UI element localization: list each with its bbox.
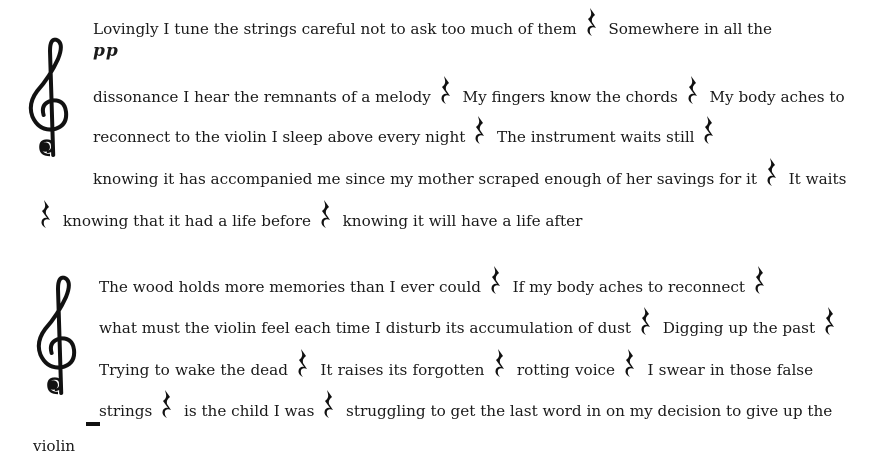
stanza2-line3: [99, 360, 813, 380]
text-segment: reconnect to the violin I sleep above every night: [93, 128, 466, 146]
text-segment: knowing it has accompanied me since my mother scraped enough of her savings for it: [93, 170, 757, 188]
text-segment: My body aches to: [709, 88, 845, 106]
stanza1-line5: [36, 211, 582, 231]
text-segment: The instrument waits still: [497, 128, 695, 146]
quarter-rest-icon: [157, 401, 179, 421]
stanza1-line1: [93, 19, 772, 39]
text-segment: knowing it will have a life after: [342, 212, 583, 230]
quarter-rest-icon: [620, 360, 642, 380]
text-segment: My fingers know the chords: [462, 88, 678, 106]
text-segment: Lovingly I tune the strings careful not to ask too much of them: [93, 20, 577, 38]
stanza2-line2: [99, 318, 842, 338]
whole-rest-icon: [86, 422, 100, 426]
quarter-rest-icon: [750, 277, 772, 297]
text-segment: Somewhere in all the: [608, 20, 773, 38]
stanza1-line3: [93, 127, 721, 147]
stanza2-line4: [99, 401, 833, 421]
stanza2-line5: [33, 436, 100, 456]
text-segment: It waits: [788, 170, 847, 188]
text-segment: Digging up the past: [662, 319, 816, 337]
text-segment: The wood holds more memories than I ever could: [99, 278, 482, 296]
quarter-rest-icon: [436, 87, 458, 107]
quarter-rest-icon: [470, 127, 492, 147]
text-segment: is the child I was: [183, 402, 315, 420]
text-segment: dissonance I hear the remnants of a melody: [93, 88, 431, 106]
text-segment: Trying to wake the dead: [99, 361, 288, 379]
text-segment: violin: [33, 437, 76, 455]
stanza2-line1: [99, 277, 772, 297]
text-segment: It raises its forgotten: [320, 361, 485, 379]
stanza1-line4: [93, 169, 847, 189]
text-segment: If my body aches to reconnect: [512, 278, 746, 296]
quarter-rest-icon: [636, 318, 658, 338]
treble-clef-icon: [26, 20, 74, 178]
text-segment: strings: [99, 402, 153, 420]
text-segment: rotting voice: [516, 361, 616, 379]
quarter-rest-icon: [762, 169, 784, 189]
quarter-rest-icon: [582, 19, 604, 39]
dynamic-marking: pp: [93, 41, 119, 61]
text-segment: I swear in those false: [647, 361, 814, 379]
quarter-rest-icon: [316, 211, 338, 231]
treble-clef-icon: [34, 258, 82, 416]
quarter-rest-icon: [486, 277, 508, 297]
stanza1-line2: [93, 87, 845, 107]
quarter-rest-icon: [490, 360, 512, 380]
quarter-rest-icon: [293, 360, 315, 380]
quarter-rest-icon: [699, 127, 721, 147]
quarter-rest-icon: [820, 318, 842, 338]
text-segment: what must the violin feel each time I disturb its accumulation of dust: [99, 319, 632, 337]
quarter-rest-icon: [683, 87, 705, 107]
text-segment: struggling to get the last word in on my decision to give up the: [346, 402, 833, 420]
quarter-rest-icon: [319, 401, 341, 421]
text-segment: knowing that it had a life before: [62, 212, 311, 230]
quarter-rest-icon: [36, 211, 58, 231]
